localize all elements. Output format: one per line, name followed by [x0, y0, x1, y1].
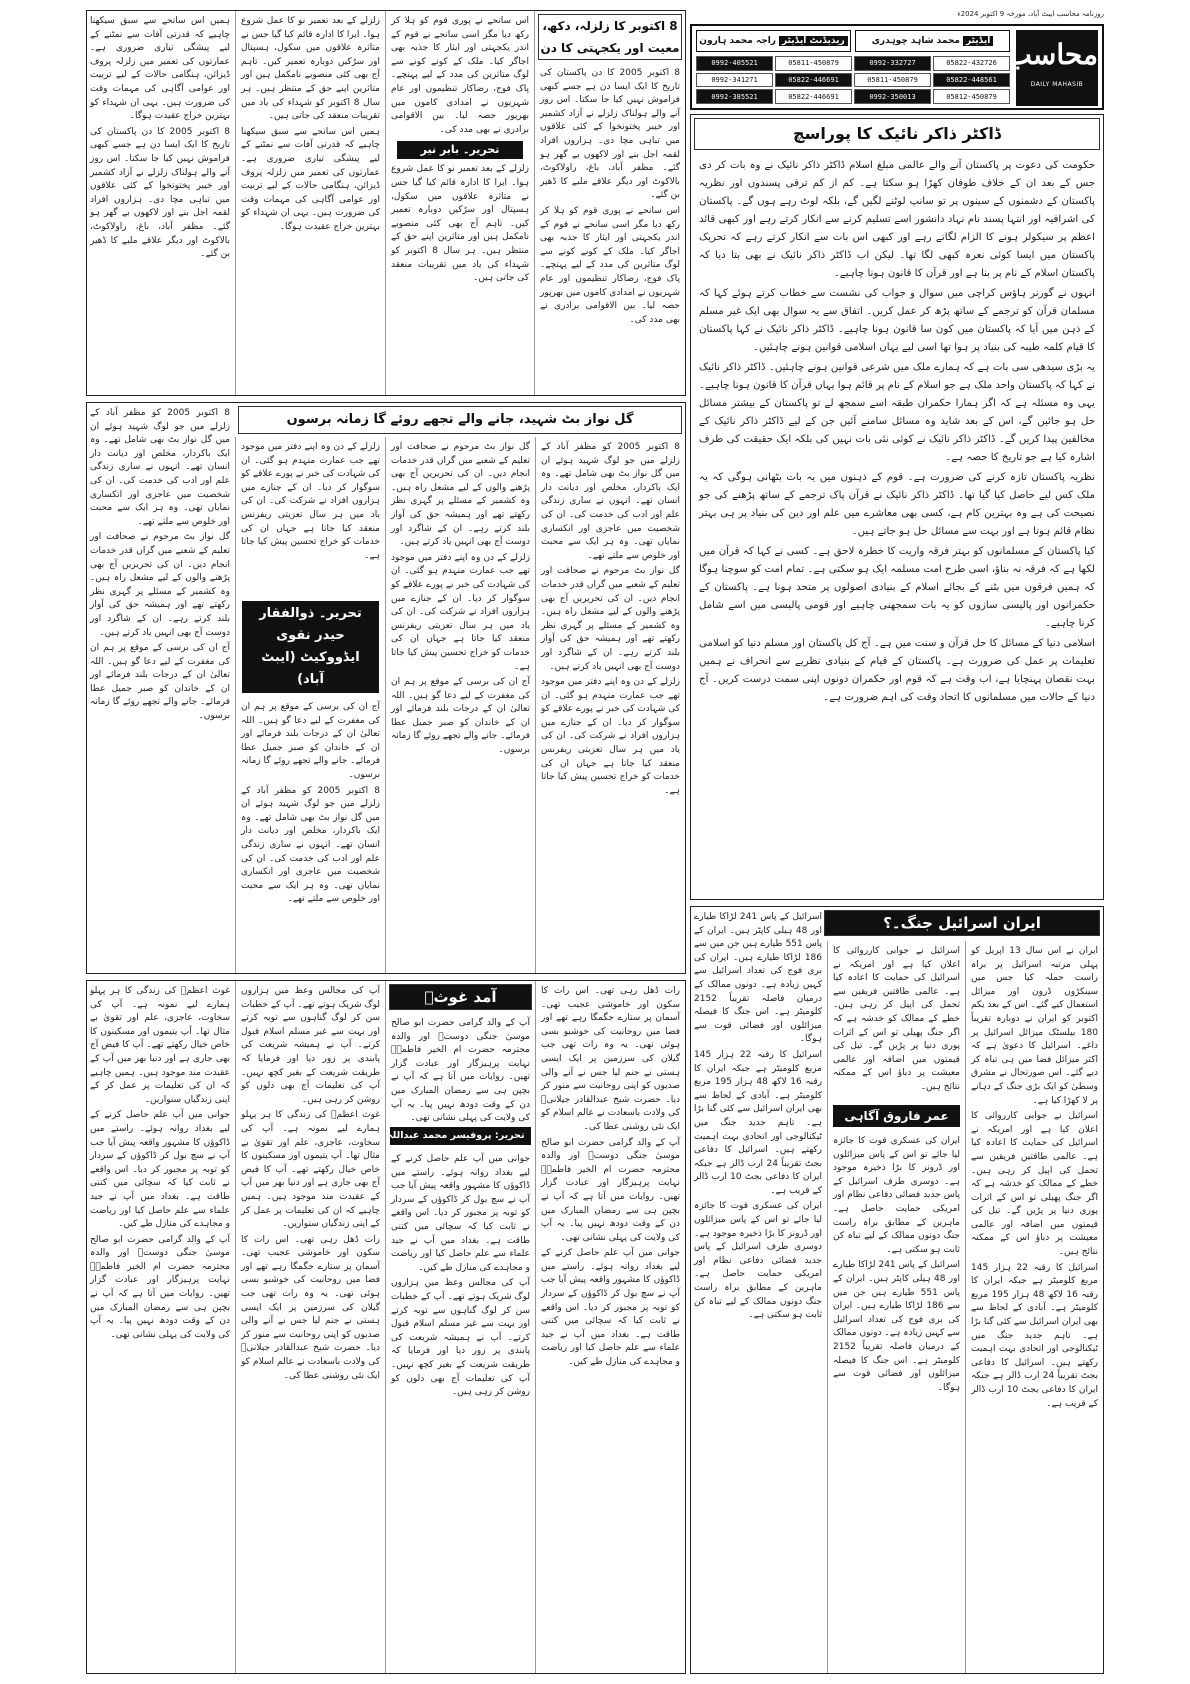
paragraph: غوث اعظمؒ کی زندگی کا ہر پہلو ہمارے لیے نمونہ ہے۔ آپ کی سخاوت، عاجزی، علم اور تقویٰ بے مثال تھا۔ آپ یتیموں اور مسکینوں کا خاص خیال رکھتے تھے۔ آپ کا فیض آج بھی جاری ہے اور دنیا بھر میں آپ کے عقیدت مند موجود ہیں۔ ہمیں چاہیے کہ ان کی تعلیمات پر عمل کر کے اپنی زندگیاں سنواریں۔ — [241, 1110, 380, 1230]
article-body — [535, 63, 685, 393]
article-headline: ڈاکٹر ذاکر نائیک کا پوراسچ — [694, 118, 1100, 150]
paragraph: زلزلے کے بعد تعمیر نو کا عمل شروع ہوا۔ ایرا کا ادارہ قائم کیا گیا جس نے متاثرہ علاقوں میں سکول، ہسپتال اور سڑکیں دوبارہ تعمیر کیں۔ تاہم آج بھی کئی منصوبے نامکمل ہیں اور متاثرین اپنے حق کے منتظر ہیں۔ ہر سال 8 اکتوبر کو شہداء کی یاد میں تقریبات منعقد کی جاتی ہیں۔ — [391, 164, 529, 284]
paragraph: آپ کی مجالس وعظ میں ہزاروں لوگ شریک ہوتے تھے۔ آپ کے خطبات سن کر لوگ گناہوں سے توبہ کرتے اور بہت سے غیر مسلم اسلام قبول کرتے۔ آپ نے ہمیشہ شریعت کی پابندی پر زور دیا اور فرمایا کہ طریقت شریعت کے بغیر کچھ نہیں۔ آپ کی تعلیمات آج بھی دلوں کو روشن کر رہی ہیں۔ — [391, 1278, 530, 1398]
article-byline: تحریر۔ بابر نیر — [397, 141, 524, 159]
article-body — [386, 1013, 535, 1123]
paragraph: اسرائیل نے جوابی کارروائی کا اعلان کیا ہے اور امریکہ نے اسرائیل کی حمایت کا اعادہ کیا ہے۔ عالمی طاقتیں فریقین سے تحمل کی اپیل کر رہی ہیں۔ خطے کے ممالک کو خدشہ ہے کہ اگر جنگ پھیلی تو اس کے اثرات پوری دنیا پر پڑیں گے۔ تیل کی قیمتوں میں اضافہ اور عالمی معیشت پر دباؤ اس کے ممکنہ نتائج ہیں۔ — [833, 946, 960, 1092]
masthead — [690, 24, 1104, 110]
paragraph: اس سانحے نے پوری قوم کو ہلا کر رکھ دیا مگر اسی سانحے نے قوم کے اندر یکجہتی اور ایثار کا جذبہ بھی اجاگر کیا۔ ملک کے کونے کونے سے لوگ متاثرین کی مدد کے لیے پہنچے۔ پاک فوج، رضاکار تنظیموں اور عام شہریوں نے امدادی کاموں میں بھرپور حصہ لیا۔ بین الاقوامی برادری نے بھی مدد کی۔ — [540, 205, 680, 325]
phone-number: 0992-350013 — [854, 89, 931, 104]
phone-number: 05822-446691 — [775, 89, 852, 104]
ghaus-col-2 — [360, 981, 535, 1673]
paragraph: اسرائیل کے پاس 241 لڑاکا طیارے اور 48 ہیلی کاپٹر ہیں۔ ایران کے پاس 551 طیارے ہیں جن میں سے 186 لڑاکا طیارے ہیں۔ ایران کی بری فوج کی تعداد اسرائیل سے کہیں زیادہ ہے۔ دونوں ممالک کے درمیان فاصلہ تقریباً 2152 کلومیٹر ہے۔ اس جنگ کا فیصلہ میزائلوں اور فضائی قوت سے ہوگا۔ — [833, 1260, 961, 1393]
phone-number: 0992-385521 — [696, 89, 773, 104]
staff-role: ریذیڈنٹ ایڈیٹر — [779, 36, 848, 46]
phone-number: 05811-450879 — [854, 73, 931, 88]
paragraph: زلزلے کے بعد تعمیر نو کا عمل شروع ہوا۔ ایرا کا ادارہ قائم کیا گیا جس نے متاثرہ علاقوں میں سکول، ہسپتال اور سڑکیں دوبارہ تعمیر کیں۔ تاہم آج بھی کئی منصوبے نامکمل ہیں اور متاثرین اپنے حق کے منتظر ہیں۔ ہر سال 8 اکتوبر کو شہداء کی یاد میں تقریبات منعقد کی جاتی ہیں۔ — [241, 16, 381, 122]
paragraph: جوانی میں آپ علم حاصل کرنے کے لیے بغداد روانہ ہوئے۔ راستے میں ڈاکوؤں کا مشہور واقعہ پیش آیا جب آپ نے سچ بول کر ڈاکوؤں کے سردار کو توبہ پر مجبور کر دیا۔ اس واقعے نے ثابت کیا کہ سچائی میں کتنی طاقت ہے۔ بغداد میں آپ نے جید علماء سے علم حاصل کیا اور ریاضت و مجاہدے کی منازل طے کیں۔ — [391, 1154, 530, 1273]
article-headline: ایران اسرائیل جنگ۔؟ — [824, 910, 1100, 936]
paragraph: اسلامی دنیا کے مسائل کا حل قرآن و سنت میں ہے۔ آج کل پاکستان اور مسلم دنیا کو اسلامی تعلیمات پر عمل کی ضرورت ہے۔ پاکستان کے قیام کے بنیادی نظریے سے انحراف نے ہمیں بہت نقصان پہنچایا ہے، اب وقت ہے کہ قوم اور حکمران دونوں اپنی سمت درست کریں۔ آج دنیا کے حالات میں مسلمانوں کا اتحاد وقت کی اہم ضرورت ہے۔ — [699, 638, 1095, 703]
phone-number: 0992-332727 — [854, 56, 931, 71]
phone-number: 05822-446691 — [775, 73, 852, 88]
paragraph: آپ کے والد گرامی حضرت ابو صالح موسیٰ جنگی دوستؒ اور والدہ محترمہ حضرت ام الخیر فاطمہؒ نہایت پرہیزگار اور عبادت گزار تھیں۔ روایات میں آتا ہے کہ آپ نے بچپن ہی سے رمضان المبارک میں دن کے وقت دودھ نہیں پیا۔ یہ آپ کی ولایت کی پہلی نشانی تھی۔ — [90, 1234, 230, 1340]
newspaper-logo — [1005, 30, 1098, 106]
paragraph: گل نواز بٹ مرحوم نے صحافت اور تعلیم کے شعبے میں گراں قدر خدمات انجام دیں۔ ان کی تحریریں آج بھی پڑھنے والوں کے لیے مشعل راہ ہیں۔ وہ کشمیر کے مسئلے پر گہری نظر رکھتے تھے اور ہمیشہ حق کی آواز بلند کرتے رہے۔ ان کے شاگرد اور دوست آج بھی انہیں یاد کرتے ہیں۔ — [391, 442, 530, 548]
article-headline: گل نواز بٹ شہید، جانے والے تجھے روئے گا زمانہ برسوں — [238, 406, 682, 434]
article-byline — [242, 601, 379, 693]
earthquake-col-2 — [385, 11, 535, 395]
paragraph: 8 اکتوبر 2005 کو مظفر آباد کے زلزلے میں جو لوگ شہید ہوئے ان میں گل نواز بٹ بھی شامل تھے۔ وہ ایک باکردار، مخلص اور دیانت دار انسان تھے۔ انہوں نے ساری زندگی علم اور ادب کی خدمت کی۔ ان کی شخصیت میں عاجزی اور انکساری نمایاں تھی۔ وہ ہر ایک سے محبت اور خلوص سے ملتے تھے۔ — [241, 785, 380, 905]
paragraph: حکومت کی دعوت پر پاکستان آنے والے عالمی مبلغ اسلام ڈاکٹر ذاکر نائیک نے وہ بات کر دی جس کے بعد ان کے خلاف طوفان کھڑا ہو سکتا ہے۔ کم از کم ترقی پسندوں اور نظریہ پاکستان کے دشمنوں کے سینوں پر تو سانپ لوٹنے لگیں گے، بلکہ لوٹ رہے ہوں گے۔ پاکستان کی اشرافیہ اور انتہا پسند نام نہاد دانشور اسے تسلیم کرنے سے انکار کرتے رہے اور کبھی قائد اعظم پر سیکولر ہونے کا الزام لگاتے رہے اور کبھی اس بات سے انکار کرتے رہے کہ تحریک پاکستان میں ایسا کوئی نعرہ کبھی لگا تھا۔ لیکن اب ڈاکٹر ذاکر نائیک نے بھی بتا دیا کہ پاکستان اسلام کے نام پر بنا ہے اور قرآن کا قانون ہونا چاہیے۔ — [699, 160, 1095, 279]
article-body — [828, 941, 965, 1101]
paragraph: آج ان کی برسی کے موقع پر ہم ان کی مغفرت کے لیے دعا گو ہیں۔ اللہ تعالیٰ ان کے درجات بلند فرمائے اور ان کے خاندان کو صبر جمیل عطا فرمائے۔ جانے والے تجھے روئے گا زمانہ برسوں۔ — [241, 702, 380, 780]
paragraph: آج ان کی برسی کے موقع پر ہم ان کی مغفرت کے لیے دعا گو ہیں۔ اللہ تعالیٰ ان کے درجات بلند فرمائے اور ان کے خاندان کو صبر جمیل عطا فرمائے۔ جانے والے تجھے روئے گا زمانہ برسوں۔ — [90, 643, 230, 722]
staff-resident-editor — [696, 30, 851, 52]
gul-nawaz-col-2 — [385, 437, 535, 973]
phone-number: 05822-448561 — [933, 73, 1010, 88]
paragraph: ایران کی عسکری قوت کا جائزہ لیا جائے تو اس کے پاس میزائلوں اور ڈرونز کا بڑا ذخیرہ موجود ہے۔ دوسری طرف اسرائیل کے پاس جدید فضائی دفاعی نظام اور امریکی حمایت حاصل ہے۔ ماہرین کے مطابق براہ راست جنگ دونوں ممالک کے لیے تباہ کن ثابت ہو سکتی ہے۔ — [694, 1201, 822, 1321]
earthquake-col-3 — [235, 11, 385, 395]
paragraph: زلزلے کے دن وہ اپنے دفتر میں موجود تھے جب عمارت منہدم ہو گئی۔ ان کی شہادت کی خبر نے پورے علاقے کو سوگوار کر دیا۔ ان کے جنازے میں ہزاروں افراد نے شرکت کی۔ ان کی یاد میں ہر سال تعزیتی ریفرنس منعقد کیا جاتا ہے جہاں ان کی خدمات کو خراج تحسین پیش کیا جاتا ہے۔ — [541, 677, 680, 796]
iran-israel-col-3 — [689, 907, 827, 1673]
paragraph: غوث اعظمؒ کی زندگی کا ہر پہلو ہمارے لیے نمونہ ہے۔ آپ کی سخاوت، عاجزی، علم اور تقویٰ بے مثال تھا۔ آپ یتیموں اور مسکینوں کا خاص خیال رکھتے تھے۔ آپ کا فیض آج بھی جاری ہے اور دنیا بھر میں آپ کے عقیدت مند موجود ہیں۔ ہمیں چاہیے کہ ان کی تعلیمات پر عمل کر کے اپنی زندگیاں سنواریں۔ — [90, 986, 230, 1105]
byline-author: تحریر۔ ذوالفقار حیدر نقوی — [259, 606, 362, 643]
paragraph: رات ڈھل رہی تھی۔ اس رات کا سکون اور خاموشی عجیب تھی۔ آسمان پر ستارے جگمگا رہے تھے اور فضا میں روحانیت کی خوشبو بسی ہوئی تھی۔ یہ وہ رات تھی جب گیلان کی سرزمین پر ایک ایسی ہستی نے جنم لیا جس نے آنے والی صدیوں کو اپنی روحانیت سے منور کر دیا۔ حضرت شیخ عبدالقادر جیلانیؒ کی ولادت باسعادت نے عالم اسلام کو ایک نئی روشنی عطا کی۔ — [241, 1234, 380, 1381]
paragraph: اسرائیل کے پاس 241 لڑاکا طیارے اور 48 ہیلی کاپٹر ہیں۔ ایران کے پاس 551 طیارے ہیں جن میں سے 186 لڑاکا طیارے ہیں۔ ایران کی بری فوج کی تعداد اسرائیل سے کہیں زیادہ ہے۔ دونوں ممالک کے درمیان فاصلہ تقریباً 2152 کلومیٹر ہے۔ اس جنگ کا فیصلہ میزائلوں اور فضائی قوت سے ہوگا۔ — [694, 912, 822, 1045]
ghaus-col-1 — [535, 981, 685, 1673]
gul-nawaz-col-1 — [535, 437, 685, 973]
article-byline: تحریر: پروفیسر محمد عبداللہ بھٹی — [390, 1127, 530, 1145]
article-headline: 8 اکتوبر کا زلزلہ، دکھ، معیت اور یکجہتی کا دن — [538, 14, 682, 60]
paragraph: 8 اکتوبر 2005 کا دن پاکستان کی تاریخ کا ایک ایسا دن ہے جسے کبھی فراموش نہیں کیا جا سکتا۔ اس روز آنے والے ہولناک زلزلے نے آزاد کشمیر اور خیبر پختونخوا کے کئی علاقوں میں تباہی مچا دی۔ ہزاروں افراد لقمہ اجل بنے اور لاکھوں بے گھر ہو گئے۔ مظفر آباد، باغ، راولاکوٹ، بالاکوٹ اور دیگر علاقے ملبے کا ڈھیر بن گئے۔ — [540, 68, 680, 201]
phone-number: 05822-432726 — [933, 56, 1010, 71]
earthquake-col-4 — [85, 11, 235, 395]
article-byline: عمر فاروق آگاہی — [833, 1105, 959, 1127]
paragraph: ہمیں اس سانحے سے سبق سیکھنا چاہیے کہ قدرتی آفات سے نمٹنے کے لیے پیشگی تیاری ضروری ہے۔ عمارتوں کی تعمیر میں زلزلہ پروف ڈیزائن، ہنگامی حالات کے لیے تربیت اور عوامی آگاہی کی مہمات وقت کی ضرورت ہیں۔ یہی ان شہداء کو بہترین خراج عقیدت ہوگا۔ — [90, 16, 230, 122]
paragraph: 8 اکتوبر 2005 کا دن پاکستان کی تاریخ کا ایک ایسا دن ہے جسے کبھی فراموش نہیں کیا جا سکتا۔ اس روز آنے والے ہولناک زلزلے نے آزاد کشمیر اور خیبر پختونخوا کے کئی علاقوں میں تباہی مچا دی۔ ہزاروں افراد لقمہ اجل بنے اور لاکھوں بے گھر ہو گئے۔ مظفر آباد، باغ، راولاکوٹ، بالاکوٹ اور دیگر علاقے ملبے کا ڈھیر بن گئے۔ — [90, 126, 230, 260]
phone-number: 05811-450879 — [775, 56, 852, 71]
article-amad-e-ghaus — [86, 980, 686, 1674]
paragraph: آپ کے والد گرامی حضرت ابو صالح موسیٰ جنگی دوستؒ اور والدہ محترمہ حضرت ام الخیر فاطمہؒ نہایت پرہیزگار اور عبادت گزار تھیں۔ روایات میں آتا ہے کہ آپ نے بچپن ہی سے رمضان المبارک میں دن کے وقت دودھ نہیں پیا۔ یہ آپ کی ولایت کی پہلی نشانی تھی۔ — [391, 1018, 530, 1124]
contact-grid — [696, 56, 1010, 104]
phone-number: 05812-450879 — [933, 89, 1010, 104]
paragraph: زلزلے کے دن وہ اپنے دفتر میں موجود تھے جب عمارت منہدم ہو گئی۔ ان کی شہادت کی خبر نے پورے علاقے کو سوگوار کر دیا۔ ان کے جنازے میں ہزاروں افراد نے شرکت کی۔ ان کی یاد میں ہر سال تعزیتی ریفرنس منعقد کیا جاتا ہے جہاں ان کی خدمات کو خراج تحسین پیش کیا جاتا ہے۔ — [241, 442, 380, 561]
phone-number: 0992-405521 — [696, 56, 773, 71]
paragraph: ایران کی عسکری قوت کا جائزہ لیا جائے تو اس کے پاس میزائلوں اور ڈرونز کا بڑا ذخیرہ موجود ہے۔ دوسری طرف اسرائیل کے پاس جدید فضائی دفاعی نظام اور امریکی حمایت حاصل ہے۔ ماہرین کے مطابق براہ راست جنگ دونوں ممالک کے لیے تباہ کن ثابت ہو سکتی ہے۔ — [833, 1136, 960, 1255]
gul-nawaz-col-3 — [235, 437, 385, 973]
paragraph: اس سانحے نے پوری قوم کو ہلا کر رکھ دیا مگر اسی سانحے نے قوم کے اندر یکجہتی اور ایثار کا جذبہ بھی اجاگر کیا۔ ملک کے کونے کونے سے لوگ متاثرین کی مدد کے لیے پہنچے۔ پاک فوج، رضاکار تنظیموں اور عام شہریوں نے امدادی کاموں میں بھرپور حصہ لیا۔ بین الاقوامی برادری نے بھی مدد کی۔ — [391, 16, 529, 135]
ghaus-col-3 — [235, 981, 385, 1673]
gul-nawaz-col-4 — [85, 403, 235, 973]
paragraph: ہمیں اس سانحے سے سبق سیکھنا چاہیے کہ قدرتی آفات سے نمٹنے کے لیے پیشگی تیاری ضروری ہے۔ عمارتوں کی تعمیر میں زلزلہ پروف ڈیزائن، ہنگامی حالات کے لیے تربیت اور عوامی آگاہی کی مہمات وقت کی ضرورت ہیں۔ یہی ان شہداء کو بہترین خراج عقیدت ہوگا۔ — [241, 126, 380, 232]
ghaus-col-4 — [85, 981, 235, 1673]
article-body — [828, 1131, 965, 1401]
article-body — [386, 1149, 535, 1406]
paragraph: نظریہ پاکستان تازہ کرنے کی ضرورت ہے۔ قوم کے ذہنوں میں یہ بات بٹھانی ہوگی کہ یہ ملک کس لیے حاصل کیا گیا تھا۔ ڈاکٹر ذاکر نائیک نے قرآن پاک ترجمے کے ساتھ پڑھنے کی جو نصیحت کی ہے وہ بہترین کام ہے، کسی بھی معاشرے میں علم اور دین کی بنیاد پر ہی بہتر نظام قائم ہوتا ہے اور بہت سے مسائل حل ہو جاتے ہیں۔ — [699, 472, 1095, 537]
byline-title: ایڈووکیٹ (ایبٹ آباد) — [261, 650, 360, 687]
logo-text: محاسب — [1005, 38, 1098, 71]
paragraph: 8 اکتوبر 2005 کو مظفر آباد کے زلزلے میں جو لوگ شہید ہوئے ان میں گل نواز بٹ بھی شامل تھے۔ وہ ایک باکردار، مخلص اور دیانت دار انسان تھے۔ انہوں نے ساری زندگی علم اور ادب کی خدمت کی۔ ان کی شخصیت میں عاجزی اور انکساری نمایاں تھی۔ وہ ہر ایک سے محبت اور خلوص سے ملتے تھے۔ — [90, 408, 231, 527]
article-gul-nawaz — [86, 402, 686, 974]
article-body — [691, 153, 1103, 713]
staff-editor — [855, 30, 1010, 52]
paragraph: گل نواز بٹ مرحوم نے صحافت اور تعلیم کے شعبے میں گراں قدر خدمات انجام دیں۔ ان کی تحریریں آج بھی پڑھنے والوں کے لیے مشعل راہ ہیں۔ وہ کشمیر کے مسئلے پر گہری نظر رکھتے تھے اور ہمیشہ حق کی آواز بلند کرتے رہے۔ ان کے شاگرد اور دوست آج بھی انہیں یاد کرتے ہیں۔ — [541, 566, 680, 672]
paragraph: ایران نے اس سال 13 اپریل کو پہلی مرتبہ اسرائیل پر براہ راست حملہ کیا جس میں سینکڑوں ڈرون اور میزائل استعمال کیے گئے۔ اس کے بعد یکم اکتوبر کو ایران نے دوبارہ تقریباً 180 بیلسٹک میزائل اسرائیل پر داغے۔ اسرائیل کا دعویٰ ہے کہ اکثر میزائل فضا میں ہی تباہ کر دیے گئے۔ اس صورتحال نے مشرق وسطیٰ کو ایک بڑی جنگ کے دہانے پر لا کھڑا کیا ہے۔ — [971, 946, 1098, 1106]
paragraph: رات ڈھل رہی تھی۔ اس رات کا سکون اور خاموشی عجیب تھی۔ آسمان پر ستارے جگمگا رہے تھے اور فضا میں روحانیت کی خوشبو بسی ہوئی تھی۔ یہ وہ رات تھی جب گیلان کی سرزمین پر ایک ایسی ہستی نے جنم لیا جس نے آنے والی صدیوں کو اپنی روحانیت سے منور کر دیا۔ حضرت شیخ عبدالقادر جیلانیؒ کی ولادت باسعادت نے عالم اسلام کو ایک نئی روشنی عطا کی۔ — [541, 986, 680, 1132]
article-body — [236, 697, 385, 913]
running-head: روزنامہ محاسب ایبٹ آباد، مورخہ 9 اکتوبر 2024ء — [957, 10, 1104, 18]
paragraph: گل نواز بٹ مرحوم نے صحافت اور تعلیم کے شعبے میں گراں قدر خدمات انجام دیں۔ ان کی تحریریں آج بھی پڑھنے والوں کے لیے مشعل راہ ہیں۔ وہ کشمیر کے مسئلے پر گہری نظر رکھتے تھے اور ہمیشہ حق کی آواز بلند کرتے رہے۔ ان کے شاگرد اور دوست آج بھی انہیں یاد کرتے ہیں۔ — [90, 532, 230, 638]
paragraph: آپ کی مجالس وعظ میں ہزاروں لوگ شریک ہوتے تھے۔ آپ کے خطبات سن کر لوگ گناہوں سے توبہ کرتے اور بہت سے غیر مسلم اسلام قبول کرتے۔ آپ نے ہمیشہ شریعت کی پابندی پر زور دیا اور فرمایا کہ طریقت شریعت کے بغیر کچھ نہیں۔ آپ کی تعلیمات آج بھی دلوں کو روشن کر رہی ہیں۔ — [241, 986, 380, 1105]
paragraph: یہ بڑی سیدھی سی بات ہے کہ ہمارے ملک میں شرعی قوانین ہونے چاہئیں۔ ڈاکٹر ذاکر نائیک نے کہا کہ پاکستان واحد ملک ہے جو اسلام کے نام پر قائم ہوا یہاں قرآن کا قانون ہونا چاہیے۔ یہی وہ مسئلہ ہے کہ اگر ہمارا حکمران طبقہ اسے سمجھ لے تو پاکستان کے بیشتر مسائل حل ہو جائیں گے، اس کے بعد شاید وہ مسائل سامنے آئیں جن کے لیے ڈاکٹر ذاکر نائیک کے مخالفین پیدا کریں گے۔ ڈاکٹر ذاکر نائیک نے کوئی نئی بات نہیں کی بلکہ ایک حقیقت کی طرف اشارہ کیا ہے جو تاریخ کا حصہ ہے۔ — [699, 362, 1095, 463]
iran-israel-col-2 — [827, 941, 965, 1673]
paragraph: کیا پاکستان کے مسلمانوں کو بہتر فرقہ واریت کا خطرہ لاحق ہے۔ کسی نے کہا کہ قرآن میں لکھا ہے کہ فرقہ نہ بناؤ، اسی طرح امت مسلمہ ایک ہو سکتی ہے۔ تمام امت کو سوچنا ہوگا کہ ہمیں فرقوں میں بٹنے کے بجائے اسلام کے بنیادی اصولوں پر متحد ہونا ہے۔ پاکستان کے حکمرانوں اور پالیسی سازوں کو یہ بات سمجھنی چاہیے اور قومی پالیسی میں اسے شامل کرنا چاہیے۔ — [699, 546, 1095, 629]
staff-name: محمد شاہد چوہدری — [871, 36, 960, 46]
logo-subtitle: DAILY MAHASIB — [1030, 81, 1084, 88]
article-earthquake — [86, 10, 686, 396]
article-body — [236, 437, 385, 597]
article-zakir-naik — [690, 114, 1104, 900]
earthquake-col-right — [535, 11, 685, 395]
paragraph: انہوں نے گورنر ہاؤس کراچی میں سوال و جواب کی نشست سے خطاب کرتے ہوئے کہا کہ مسلمان قرآن کو ترجمے کے ساتھ پڑھ کر عمل کریں۔ اتفاق سے یہ سوال بھی ایک غیر مسلم کے ذہن میں آیا کہ پاکستان میں کون سا قانون ہونا چاہیے۔ ڈاکٹر ذاکر نائیک نے کہا پاکستان کا قیام کلمہ طیبہ کی بنیاد پر ہوا تھا اسی لیے یہاں اسلامی قوانین ہونے چاہئیں۔ — [699, 288, 1095, 353]
staff-row — [696, 30, 1010, 52]
staff-role: ایڈیٹر — [963, 36, 993, 46]
paragraph: اسرائیل نے جوابی کارروائی کا اعلان کیا ہے اور امریکہ نے اسرائیل کی حمایت کا اعادہ کیا ہے۔ عالمی طاقتیں فریقین سے تحمل کی اپیل کر رہی ہیں۔ خطے کے ممالک کو خدشہ ہے کہ اگر جنگ پھیلی تو اس کے اثرات پوری دنیا پر پڑیں گے۔ تیل کی قیمتوں میں اضافہ اور عالمی معیشت پر دباؤ اس کے ممکنہ نتائج ہیں۔ — [971, 1111, 1098, 1258]
paragraph: زلزلے کے دن وہ اپنے دفتر میں موجود تھے جب عمارت منہدم ہو گئی۔ ان کی شہادت کی خبر نے پورے علاقے کو سوگوار کر دیا۔ ان کے جنازے میں ہزاروں افراد نے شرکت کی۔ ان کی یاد میں ہر سال تعزیتی ریفرنس منعقد کیا جاتا ہے جہاں ان کی خدمات کو خراج تحسین پیش کیا جاتا ہے۔ — [391, 552, 530, 672]
paragraph: آپ کے والد گرامی حضرت ابو صالح موسیٰ جنگی دوستؒ اور والدہ محترمہ حضرت ام الخیر فاطمہؒ نہایت پرہیزگار اور عبادت گزار تھیں۔ روایات میں آتا ہے کہ آپ نے بچپن ہی سے رمضان المبارک میں دن کے وقت دودھ نہیں پیا۔ یہ آپ کی ولایت کی پہلی نشانی تھی۔ — [541, 1137, 680, 1243]
newspaper-page — [86, 10, 1104, 1674]
article-iran-israel — [690, 906, 1104, 1674]
phone-number: 0992-341271 — [696, 73, 773, 88]
iran-israel-col-1 — [965, 941, 1103, 1673]
article-headline: آمد غوثؒ — [389, 984, 532, 1010]
paragraph: جوانی میں آپ علم حاصل کرنے کے لیے بغداد روانہ ہوئے۔ راستے میں ڈاکوؤں کا مشہور واقعہ پیش آیا جب آپ نے سچ بول کر ڈاکوؤں کے سردار کو توبہ پر مجبور کر دیا۔ اس واقعے نے ثابت کیا کہ سچائی میں کتنی طاقت ہے۔ بغداد میں آپ نے جید علماء سے علم حاصل کیا اور ریاضت و مجاہدے کی منازل طے کیں۔ — [541, 1248, 680, 1368]
paragraph: جوانی میں آپ علم حاصل کرنے کے لیے بغداد روانہ ہوئے۔ راستے میں ڈاکوؤں کا مشہور واقعہ پیش آیا جب آپ نے سچ بول کر ڈاکوؤں کے سردار کو توبہ پر مجبور کر دیا۔ اس واقعے نے ثابت کیا کہ سچائی میں کتنی طاقت ہے۔ بغداد میں آپ نے جید علماء سے علم حاصل کیا اور ریاضت و مجاہدے کی منازل طے کیں۔ — [90, 1110, 230, 1230]
paragraph: اسرائیل کا رقبہ 22 ہزار 145 مربع کلومیٹر ہے جبکہ ایران کا رقبہ 16 لاکھ 48 ہزار 195 مربع کلومیٹر ہے۔ آبادی کے لحاظ سے بھی ایران اسرائیل سے کئی گنا بڑا ہے۔ تاہم جدید جنگ میں ٹیکنالوجی اور اتحادی بہت اہمیت رکھتے ہیں۔ اسرائیل کا دفاعی بجٹ تقریباً 24 ارب ڈالر ہے جبکہ ایران کا دفاعی بجٹ 10 ارب ڈالر کے قریب ہے۔ — [971, 1262, 1099, 1409]
paragraph: آج ان کی برسی کے موقع پر ہم ان کی مغفرت کے لیے دعا گو ہیں۔ اللہ تعالیٰ ان کے درجات بلند فرمائے اور ان کے خاندان کو صبر جمیل عطا فرمائے۔ جانے والے تجھے روئے گا زمانہ برسوں۔ — [391, 677, 530, 756]
paragraph: اسرائیل کا رقبہ 22 ہزار 145 مربع کلومیٹر ہے جبکہ ایران کا رقبہ 16 لاکھ 48 ہزار 195 مربع کلومیٹر ہے۔ آبادی کے لحاظ سے بھی ایران اسرائیل سے کئی گنا بڑا ہے۔ تاہم جدید جنگ میں ٹیکنالوجی اور اتحادی بہت اہمیت رکھتے ہیں۔ اسرائیل کا دفاعی بجٹ تقریباً 24 ارب ڈالر ہے جبکہ ایران کا دفاعی بجٹ 10 ارب ڈالر کے قریب ہے۔ — [694, 1049, 823, 1196]
staff-name: راجہ محمد ہارون — [699, 36, 776, 46]
paragraph: 8 اکتوبر 2005 کو مظفر آباد کے زلزلے میں جو لوگ شہید ہوئے ان میں گل نواز بٹ بھی شامل تھے۔ وہ ایک باکردار، مخلص اور دیانت دار انسان تھے۔ انہوں نے ساری زندگی علم اور ادب کی خدمت کی۔ ان کی شخصیت میں عاجزی اور انکساری نمایاں تھی۔ وہ ہر ایک سے محبت اور خلوص سے ملتے تھے۔ — [541, 442, 680, 561]
